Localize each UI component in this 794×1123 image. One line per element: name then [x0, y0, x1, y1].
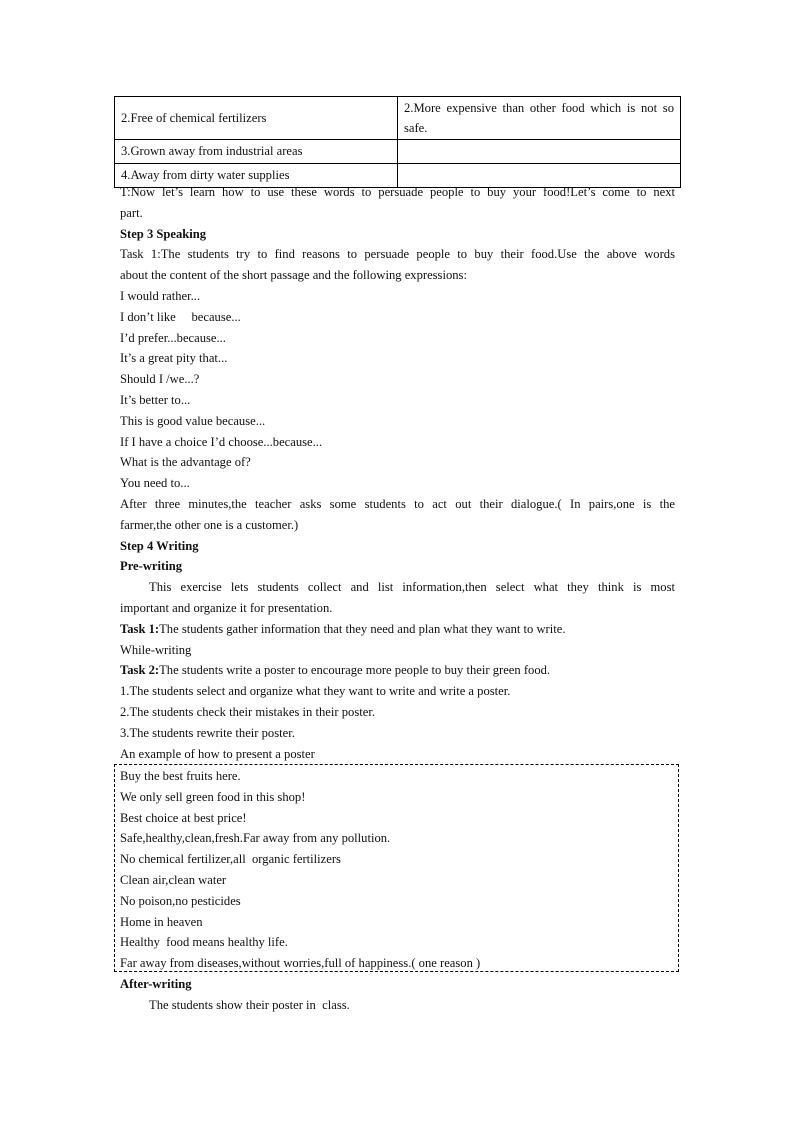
- subsection-heading: While-writing: [120, 642, 192, 657]
- task-line: [120, 660, 675, 681]
- expression-item: It’s better to...: [120, 392, 191, 407]
- text-line: part.: [120, 205, 143, 220]
- step-item: 1.The students select and organize what they want to write and write a poster.: [120, 684, 511, 699]
- poster-example-box: [114, 764, 679, 972]
- table-cell: 4.Away from dirty water supplies: [115, 164, 398, 188]
- task-label: Task 1:: [120, 621, 160, 636]
- task-text: The students gather information that they need and plan what they want to write.: [159, 621, 566, 636]
- table-cell: [398, 140, 681, 164]
- expression-item: What is the advantage of?: [120, 455, 251, 470]
- poster-line: Home in heaven: [120, 914, 203, 929]
- poster-line: We only sell green food in this shop!: [120, 789, 306, 804]
- text-line: important and organize it for presentation.: [120, 600, 333, 615]
- task-line: [120, 619, 675, 640]
- after-writing-section: [120, 974, 675, 1016]
- expression-item: Should I /we...?: [120, 372, 200, 387]
- expression-item: You need to...: [120, 476, 190, 491]
- expression-item: It’s a great pity that...: [120, 351, 228, 366]
- poster-line: No poison,no pesticides: [120, 893, 241, 908]
- table-row: [115, 140, 681, 164]
- task-text: The students write a poster to encourage more people to buy their green food.: [159, 663, 551, 678]
- section-heading: Step 3 Speaking: [120, 226, 207, 241]
- expression-item: If I have a choice I’d choose...because...: [120, 434, 323, 449]
- poster-line: Healthy food means healthy life.: [120, 935, 288, 950]
- table-cell-text: 2.More expensive than other food which is not so safe.: [404, 101, 674, 135]
- table-row: [115, 97, 681, 140]
- expression-item: This is good value because...: [120, 413, 266, 428]
- poster-line: Clean air,clean water: [120, 872, 227, 887]
- section-heading: Step 4 Writing: [120, 538, 199, 553]
- poster-line: No chemical fertilizer,all organic fertilizers: [120, 852, 341, 867]
- expression-item: I’d prefer...because...: [120, 330, 226, 345]
- task-label: Task 2:: [120, 663, 160, 678]
- expression-item: I would rather...: [120, 288, 201, 303]
- text-line: This exercise lets students collect and list information,then select what they think is most: [149, 580, 675, 595]
- comparison-table: [114, 96, 681, 188]
- text-line: An example of how to present a poster: [120, 746, 315, 761]
- text-line: After three minutes,the teacher asks some students to act out their dialogue.( In pairs,one is the: [120, 496, 675, 511]
- expression-item: I don’t like because...: [120, 309, 241, 324]
- table-cell: 2.Free of chemical fertilizers: [115, 97, 398, 140]
- text-line: The students show their poster in class.: [149, 997, 350, 1012]
- text-line: T:Now let’s learn how to use these words to persuade people to buy your food!Let’s come to next: [120, 185, 675, 199]
- text-line: about the content of the short passage and the following expressions:: [120, 268, 467, 283]
- poster-line: Best choice at best price!: [120, 810, 247, 825]
- subsection-heading: Pre-writing: [120, 559, 183, 574]
- table-cell: 3.Grown away from industrial areas: [115, 140, 398, 164]
- step-item: 3.The students rewrite their poster.: [120, 725, 295, 740]
- table-cell: [398, 97, 681, 140]
- text-line: farmer,the other one is a customer.): [120, 517, 299, 532]
- step-item: 2.The students check their mistakes in their poster.: [120, 704, 375, 719]
- poster-line: Safe,healthy,clean,fresh.Far away from any pollution.: [120, 831, 391, 846]
- poster-line: Buy the best fruits here.: [120, 769, 241, 783]
- subsection-heading: After-writing: [120, 977, 192, 991]
- lesson-body: [120, 182, 675, 764]
- poster-line: Far away from diseases,without worries,full of happiness.( one reason ): [120, 956, 481, 971]
- text-line: Task 1:The students try to find reasons to persuade people to buy their food.Use the above words: [120, 247, 675, 262]
